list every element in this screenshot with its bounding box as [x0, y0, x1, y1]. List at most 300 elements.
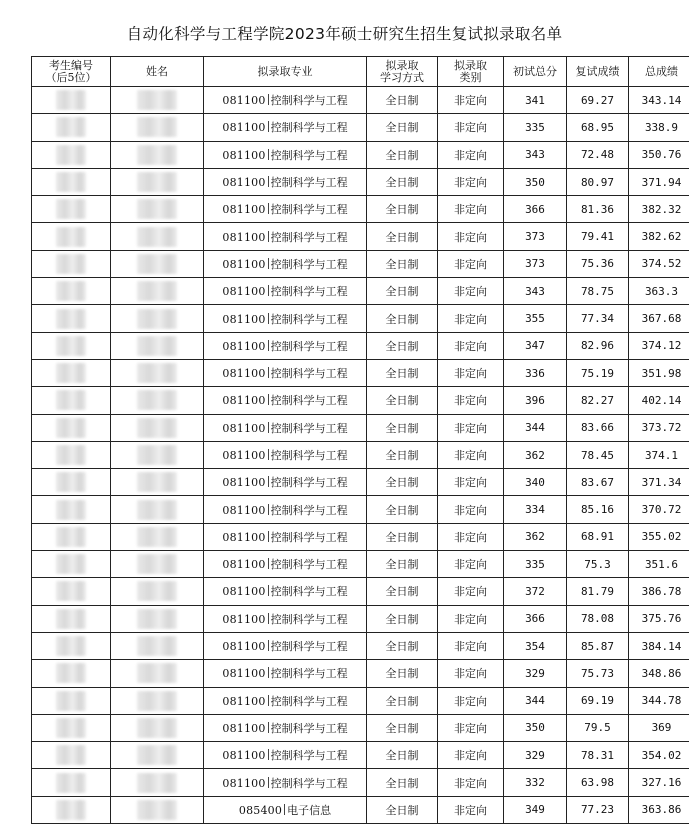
- major-name: 控制科学与工程: [271, 695, 348, 708]
- cell-retest: 83.67: [567, 469, 629, 496]
- cell-mode: 全日制: [367, 223, 438, 250]
- major-name: 控制科学与工程: [271, 176, 348, 189]
- cell-type: 非定向: [438, 305, 504, 332]
- redacted-id-block: [56, 581, 86, 601]
- major-name: 控制科学与工程: [271, 476, 348, 489]
- cell-major: [204, 469, 367, 496]
- cell-major: [204, 114, 367, 141]
- cell-name-redacted: [111, 551, 204, 578]
- cell-retest: 78.08: [567, 605, 629, 632]
- cell-name-redacted: [111, 441, 204, 468]
- major-name: 控制科学与工程: [271, 121, 348, 134]
- cell-id-redacted: [32, 632, 111, 659]
- col-header-type: [438, 57, 504, 87]
- redacted-id-block: [56, 336, 86, 356]
- major-separator: [268, 313, 269, 324]
- major-separator: [284, 804, 285, 815]
- redacted-name-block: [137, 336, 177, 356]
- cell-retest: 75.73: [567, 660, 629, 687]
- col-header-prelim: 初试总分: [504, 57, 567, 87]
- cell-id-redacted: [32, 551, 111, 578]
- major-name: 控制科学与工程: [271, 558, 348, 571]
- cell-prelim: 335: [504, 114, 567, 141]
- cell-total: 355.02: [629, 523, 689, 550]
- redacted-name-block: [137, 363, 177, 383]
- table-row: [32, 196, 689, 223]
- redacted-id-block: [56, 445, 86, 465]
- cell-name-redacted: [111, 769, 204, 796]
- cell-id-redacted: [32, 578, 111, 605]
- cell-prelim: 362: [504, 441, 567, 468]
- redacted-id-block: [56, 254, 86, 274]
- cell-mode: 全日制: [367, 769, 438, 796]
- cell-mode: 全日制: [367, 660, 438, 687]
- table-row: [32, 796, 689, 823]
- cell-major: [204, 141, 367, 168]
- cell-id-redacted: [32, 223, 111, 250]
- redacted-name-block: [137, 745, 177, 765]
- cell-id-redacted: [32, 387, 111, 414]
- cell-type: 非定向: [438, 660, 504, 687]
- cell-prelim: 349: [504, 796, 567, 823]
- cell-name-redacted: [111, 305, 204, 332]
- cell-major: [204, 387, 367, 414]
- cell-prelim: 329: [504, 742, 567, 769]
- major-code: 081100: [222, 777, 265, 790]
- table-row: [32, 605, 689, 632]
- major-name: 控制科学与工程: [271, 777, 348, 790]
- redacted-id-block: [56, 663, 86, 683]
- redacted-name-block: [137, 691, 177, 711]
- cell-major: [204, 551, 367, 578]
- major-separator: [268, 449, 269, 460]
- redacted-id-block: [56, 90, 86, 110]
- col-header-total: 总成绩: [629, 57, 689, 87]
- cell-prelim: 334: [504, 496, 567, 523]
- major-code: 081100: [222, 476, 265, 489]
- cell-name-redacted: [111, 496, 204, 523]
- cell-prelim: 343: [504, 141, 567, 168]
- redacted-id-block: [56, 172, 86, 192]
- major-separator: [268, 558, 269, 569]
- col-header-mode-line2: 学习方式: [367, 72, 437, 84]
- redacted-name-block: [137, 390, 177, 410]
- cell-type: 非定向: [438, 196, 504, 223]
- major-code: 081100: [222, 367, 265, 380]
- major-name: 控制科学与工程: [271, 531, 348, 544]
- cell-type: 非定向: [438, 742, 504, 769]
- col-header-retest: 复试成绩: [567, 57, 629, 87]
- major-separator: [268, 285, 269, 296]
- cell-type: 非定向: [438, 714, 504, 741]
- cell-prelim: 343: [504, 278, 567, 305]
- cell-prelim: 347: [504, 332, 567, 359]
- table-row: [32, 87, 689, 114]
- table-row: [32, 114, 689, 141]
- cell-mode: 全日制: [367, 168, 438, 195]
- table-row: [32, 278, 689, 305]
- major-separator: [268, 531, 269, 542]
- table-row: [32, 632, 689, 659]
- redacted-id-block: [56, 281, 86, 301]
- major-code: 085400: [239, 804, 282, 817]
- table-row: [32, 332, 689, 359]
- cell-major: [204, 278, 367, 305]
- major-name: 控制科学与工程: [271, 749, 348, 762]
- cell-total: 374.1: [629, 441, 689, 468]
- page-title: 自动化科学与工程学院2023年硕士研究生招生复试拟录取名单: [0, 22, 689, 44]
- cell-mode: 全日制: [367, 632, 438, 659]
- cell-id-redacted: [32, 414, 111, 441]
- cell-type: 非定向: [438, 114, 504, 141]
- cell-type: 非定向: [438, 632, 504, 659]
- major-code: 081100: [222, 231, 265, 244]
- cell-id-redacted: [32, 278, 111, 305]
- cell-prelim: 355: [504, 305, 567, 332]
- cell-id-redacted: [32, 714, 111, 741]
- cell-type: 非定向: [438, 168, 504, 195]
- cell-type: 非定向: [438, 87, 504, 114]
- major-code: 081100: [222, 313, 265, 326]
- cell-major: [204, 496, 367, 523]
- cell-retest: 81.79: [567, 578, 629, 605]
- major-code: 081100: [222, 558, 265, 571]
- table-row: [32, 523, 689, 550]
- cell-major: [204, 196, 367, 223]
- table-row: [32, 551, 689, 578]
- table-row: [32, 496, 689, 523]
- cell-id-redacted: [32, 250, 111, 277]
- table-row: [32, 414, 689, 441]
- major-name: 电子信息: [287, 804, 331, 817]
- cell-total: 371.34: [629, 469, 689, 496]
- major-name: 控制科学与工程: [271, 285, 348, 298]
- major-separator: [268, 149, 269, 160]
- cell-major: [204, 714, 367, 741]
- cell-major: [204, 332, 367, 359]
- cell-total: 370.72: [629, 496, 689, 523]
- cell-retest: 85.16: [567, 496, 629, 523]
- cell-mode: 全日制: [367, 414, 438, 441]
- cell-retest: 79.5: [567, 714, 629, 741]
- cell-type: 非定向: [438, 523, 504, 550]
- redacted-id-block: [56, 500, 86, 520]
- cell-major: [204, 796, 367, 823]
- cell-name-redacted: [111, 387, 204, 414]
- redacted-name-block: [137, 227, 177, 247]
- major-separator: [268, 258, 269, 269]
- major-name: 控制科学与工程: [271, 258, 348, 271]
- redacted-name-block: [137, 663, 177, 683]
- cell-mode: 全日制: [367, 250, 438, 277]
- cell-total: 382.62: [629, 223, 689, 250]
- major-code: 081100: [222, 504, 265, 517]
- cell-total: 374.12: [629, 332, 689, 359]
- cell-type: 非定向: [438, 387, 504, 414]
- cell-id-redacted: [32, 469, 111, 496]
- cell-retest: 68.91: [567, 523, 629, 550]
- major-separator: [268, 777, 269, 788]
- cell-major: [204, 414, 367, 441]
- cell-name-redacted: [111, 796, 204, 823]
- major-name: 控制科学与工程: [271, 203, 348, 216]
- table-row: [32, 359, 689, 386]
- cell-major: [204, 742, 367, 769]
- redacted-name-block: [137, 90, 177, 110]
- cell-retest: 75.3: [567, 551, 629, 578]
- cell-prelim: 344: [504, 687, 567, 714]
- redacted-name-block: [137, 609, 177, 629]
- major-separator: [268, 394, 269, 405]
- cell-mode: 全日制: [367, 359, 438, 386]
- cell-mode: 全日制: [367, 687, 438, 714]
- redacted-name-block: [137, 554, 177, 574]
- cell-mode: 全日制: [367, 742, 438, 769]
- cell-mode: 全日制: [367, 141, 438, 168]
- cell-id-redacted: [32, 359, 111, 386]
- cell-total: 351.6: [629, 551, 689, 578]
- cell-prelim: 335: [504, 551, 567, 578]
- major-separator: [268, 504, 269, 515]
- table-row: [32, 469, 689, 496]
- cell-major: [204, 223, 367, 250]
- major-code: 081100: [222, 203, 265, 216]
- cell-total: 382.32: [629, 196, 689, 223]
- major-code: 081100: [222, 613, 265, 626]
- major-name: 控制科学与工程: [271, 585, 348, 598]
- cell-major: [204, 250, 367, 277]
- cell-total: 344.78: [629, 687, 689, 714]
- cell-prelim: 354: [504, 632, 567, 659]
- redacted-id-block: [56, 609, 86, 629]
- redacted-id-block: [56, 145, 86, 165]
- cell-total: 375.76: [629, 605, 689, 632]
- redacted-id-block: [56, 227, 86, 247]
- redacted-name-block: [137, 117, 177, 137]
- major-code: 081100: [222, 667, 265, 680]
- redacted-id-block: [56, 199, 86, 219]
- cell-retest: 77.23: [567, 796, 629, 823]
- major-name: 控制科学与工程: [271, 613, 348, 626]
- cell-mode: 全日制: [367, 578, 438, 605]
- cell-major: [204, 660, 367, 687]
- redacted-name-block: [137, 773, 177, 793]
- cell-name-redacted: [111, 414, 204, 441]
- cell-total: 363.86: [629, 796, 689, 823]
- cell-major: [204, 359, 367, 386]
- redacted-name-block: [137, 418, 177, 438]
- cell-prelim: 373: [504, 250, 567, 277]
- cell-mode: 全日制: [367, 278, 438, 305]
- cell-retest: 82.96: [567, 332, 629, 359]
- redacted-name-block: [137, 472, 177, 492]
- major-code: 081100: [222, 258, 265, 271]
- major-separator: [268, 176, 269, 187]
- major-separator: [268, 749, 269, 760]
- cell-type: 非定向: [438, 469, 504, 496]
- cell-name-redacted: [111, 196, 204, 223]
- cell-major: [204, 578, 367, 605]
- cell-mode: 全日制: [367, 114, 438, 141]
- cell-major: [204, 87, 367, 114]
- major-code: 081100: [222, 340, 265, 353]
- redacted-name-block: [137, 309, 177, 329]
- cell-type: 非定向: [438, 578, 504, 605]
- admission-table: [31, 56, 689, 824]
- cell-name-redacted: [111, 141, 204, 168]
- redacted-id-block: [56, 800, 86, 820]
- cell-total: 354.02: [629, 742, 689, 769]
- table-row: [32, 168, 689, 195]
- redacted-name-block: [137, 581, 177, 601]
- cell-retest: 78.75: [567, 278, 629, 305]
- table-row: [32, 223, 689, 250]
- major-separator: [268, 640, 269, 651]
- cell-mode: 全日制: [367, 387, 438, 414]
- col-header-mode-line1: 拟录取: [367, 60, 437, 72]
- cell-mode: 全日制: [367, 796, 438, 823]
- cell-id-redacted: [32, 441, 111, 468]
- major-separator: [268, 722, 269, 733]
- cell-total: 402.14: [629, 387, 689, 414]
- cell-mode: 全日制: [367, 196, 438, 223]
- table-row: [32, 441, 689, 468]
- major-name: 控制科学与工程: [271, 367, 348, 380]
- cell-type: 非定向: [438, 414, 504, 441]
- cell-name-redacted: [111, 660, 204, 687]
- major-name: 控制科学与工程: [271, 640, 348, 653]
- col-header-major: 拟录取专业: [204, 57, 367, 87]
- cell-name-redacted: [111, 714, 204, 741]
- cell-prelim: 366: [504, 605, 567, 632]
- major-separator: [268, 613, 269, 624]
- cell-name-redacted: [111, 742, 204, 769]
- cell-id-redacted: [32, 605, 111, 632]
- cell-total: 369: [629, 714, 689, 741]
- cell-type: 非定向: [438, 441, 504, 468]
- cell-mode: 全日制: [367, 441, 438, 468]
- cell-mode: 全日制: [367, 551, 438, 578]
- major-name: 控制科学与工程: [271, 313, 348, 326]
- cell-type: 非定向: [438, 551, 504, 578]
- cell-id-redacted: [32, 141, 111, 168]
- major-code: 081100: [222, 749, 265, 762]
- major-separator: [268, 121, 269, 132]
- cell-retest: 80.97: [567, 168, 629, 195]
- cell-id-redacted: [32, 496, 111, 523]
- major-name: 控制科学与工程: [271, 94, 348, 107]
- cell-name-redacted: [111, 114, 204, 141]
- cell-retest: 63.98: [567, 769, 629, 796]
- table-row: [32, 387, 689, 414]
- cell-retest: 85.87: [567, 632, 629, 659]
- major-code: 081100: [222, 531, 265, 544]
- cell-major: [204, 523, 367, 550]
- cell-id-redacted: [32, 769, 111, 796]
- cell-name-redacted: [111, 278, 204, 305]
- cell-name-redacted: [111, 87, 204, 114]
- table-row: [32, 250, 689, 277]
- table-row: [32, 305, 689, 332]
- major-separator: [268, 585, 269, 596]
- col-header-id: [32, 57, 111, 87]
- cell-mode: 全日制: [367, 87, 438, 114]
- major-name: 控制科学与工程: [271, 722, 348, 735]
- redacted-name-block: [137, 199, 177, 219]
- major-separator: [268, 367, 269, 378]
- cell-type: 非定向: [438, 687, 504, 714]
- redacted-id-block: [56, 718, 86, 738]
- cell-type: 非定向: [438, 496, 504, 523]
- cell-retest: 82.27: [567, 387, 629, 414]
- cell-name-redacted: [111, 332, 204, 359]
- cell-total: 384.14: [629, 632, 689, 659]
- major-separator: [268, 340, 269, 351]
- cell-total: 373.72: [629, 414, 689, 441]
- cell-mode: 全日制: [367, 605, 438, 632]
- cell-id-redacted: [32, 87, 111, 114]
- cell-prelim: 340: [504, 469, 567, 496]
- redacted-id-block: [56, 309, 86, 329]
- cell-type: 非定向: [438, 223, 504, 250]
- major-code: 081100: [222, 722, 265, 735]
- redacted-name-block: [137, 527, 177, 547]
- cell-type: 非定向: [438, 278, 504, 305]
- col-header-type-line1: 拟录取: [438, 60, 503, 72]
- cell-id-redacted: [32, 523, 111, 550]
- cell-id-redacted: [32, 660, 111, 687]
- redacted-name-block: [137, 172, 177, 192]
- table-row: [32, 742, 689, 769]
- cell-major: [204, 441, 367, 468]
- cell-retest: 75.36: [567, 250, 629, 277]
- cell-name-redacted: [111, 578, 204, 605]
- major-name: 控制科学与工程: [271, 231, 348, 244]
- cell-id-redacted: [32, 168, 111, 195]
- table-row: [32, 141, 689, 168]
- cell-major: [204, 687, 367, 714]
- redacted-name-block: [137, 718, 177, 738]
- cell-retest: 69.19: [567, 687, 629, 714]
- cell-total: 343.14: [629, 87, 689, 114]
- major-code: 081100: [222, 149, 265, 162]
- cell-type: 非定向: [438, 605, 504, 632]
- cell-retest: 83.66: [567, 414, 629, 441]
- table-body: [32, 87, 689, 824]
- major-name: 控制科学与工程: [271, 149, 348, 162]
- major-code: 081100: [222, 176, 265, 189]
- cell-retest: 77.34: [567, 305, 629, 332]
- redacted-name-block: [137, 254, 177, 274]
- table-row: [32, 769, 689, 796]
- cell-total: 338.9: [629, 114, 689, 141]
- cell-name-redacted: [111, 469, 204, 496]
- cell-retest: 78.45: [567, 441, 629, 468]
- redacted-id-block: [56, 418, 86, 438]
- redacted-id-block: [56, 773, 86, 793]
- cell-id-redacted: [32, 196, 111, 223]
- redacted-name-block: [137, 800, 177, 820]
- cell-prelim: 332: [504, 769, 567, 796]
- cell-name-redacted: [111, 168, 204, 195]
- major-separator: [268, 231, 269, 242]
- cell-id-redacted: [32, 742, 111, 769]
- col-header-id-line1: 考生编号: [32, 60, 110, 72]
- cell-major: [204, 605, 367, 632]
- major-separator: [268, 667, 269, 678]
- cell-mode: 全日制: [367, 305, 438, 332]
- redacted-id-block: [56, 117, 86, 137]
